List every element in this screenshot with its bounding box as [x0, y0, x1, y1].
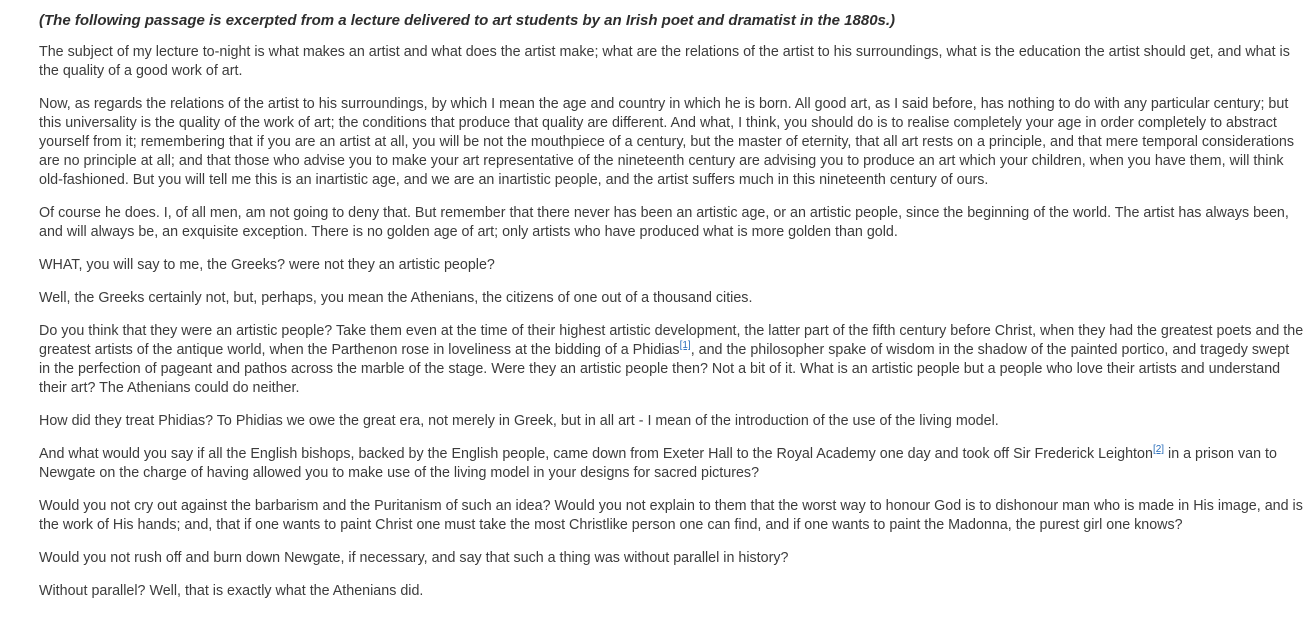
- paragraph-8-text-before: And what would you say if all the English bishops, backed by the English people, came down from Exeter Hall to the Royal Academy one day and took off Sir Frederick Leighton: [39, 446, 1153, 462]
- paragraph-4: WHAT, you will say to me, the Greeks? were not they an artistic people?: [39, 257, 495, 273]
- footnote-link-2[interactable]: [2]: [1152, 444, 1165, 456]
- paragraph-6-text-before: Do you think that they were an artistic people? Take them even at the time of their highest artistic development, the latter part of the fifth century before Christ, when they had the greatest poets and the greatest artists of the antique world, when the Parthenon rose in loveliness at the bidding of a Phidias: [39, 323, 1304, 358]
- paragraph-9: Would you not cry out against the barbarism and the Puritanism of such an idea? Would you not explain to them that the worst way to honour God is to dishonour man who is made in His image, and is the work of His hands; and, that if one wants to paint Christ one must take the most Christlike person one can find, and if one wants to paint the Madonna, the purest girl one knows?: [39, 498, 1303, 533]
- paragraph-6: [39, 322, 1304, 398]
- paragraph-11: Without parallel? Well, that is exactly what the Athenians did.: [39, 583, 424, 599]
- paragraph-1: The subject of my lecture to-night is what makes an artist and what does the artist make; what are the relations of the artist to his surroundings, what is the education the artist should get, and what is the quality of a good work of art.: [39, 44, 1290, 79]
- footnote-link-1[interactable]: [1]: [679, 340, 691, 352]
- paragraph-2: Now, as regards the relations of the artist to his surroundings, by which I mean the age and country in which he is born. All good art, as I said before, has nothing to do with any particular century; but this universality is the quality of the work of art; the conditions that produce that quality are different. And what, I think, you should do is to realise completely your age in order completely to abstract yourself from it; remembering that if you are an artist at all, you will be not the mouthpiece of a century, but the master of eternity, that all art rests on a principle, and that mere temporal considerations are no principle at all; and that those who advise you to make your art representative of the nineteenth century are advising you to produce an art which your children, when you have them, will think old-fashioned. But you will tell me this is an inartistic age, and we are an inartistic people, and the artist suffers much in this nineteenth century of ours.: [39, 96, 1295, 188]
- paragraph-8-text-after: in a prison van to Newgate on the charge of having allowed you to make use of the living model in your designs for sacred pictures?: [39, 446, 1277, 481]
- passage-intro: (The following passage is excerpted from a lecture delivered to art students by an Irish poet and dramatist in the 1880s.): [39, 12, 896, 29]
- paragraph-10: Would you not rush off and burn down Newgate, if necessary, and say that such a thing was without parallel in history?: [39, 550, 789, 566]
- paragraph-6-text-after: , and the philosopher spake of wisdom in the shadow of the painted portico, and tragedy swept in the perfection of pageant and pathos across the marble of the stage. Were they an artistic people then? Not a bit of it. What is an artistic people but a people who love their artists and understand their art? The Athenians could do neither.: [39, 342, 1290, 396]
- paragraph-7: How did they treat Phidias? To Phidias we owe the great era, not merely in Greek, but in all art - I mean of the introduction of the use of the living model.: [39, 413, 999, 429]
- paragraph-3: Of course he does. I, of all men, am not going to deny that. But remember that there never has been an artistic age, or an artistic people, since the beginning of the world. The artist has always been, and will always be, an exquisite exception. There is no golden age of art; only artists who have produced what is more golden than gold.: [39, 205, 1289, 240]
- paragraph-8: [39, 445, 1304, 483]
- paragraph-5: Well, the Greeks certainly not, but, perhaps, you mean the Athenians, the citizens of one out of a thousand cities.: [39, 290, 753, 306]
